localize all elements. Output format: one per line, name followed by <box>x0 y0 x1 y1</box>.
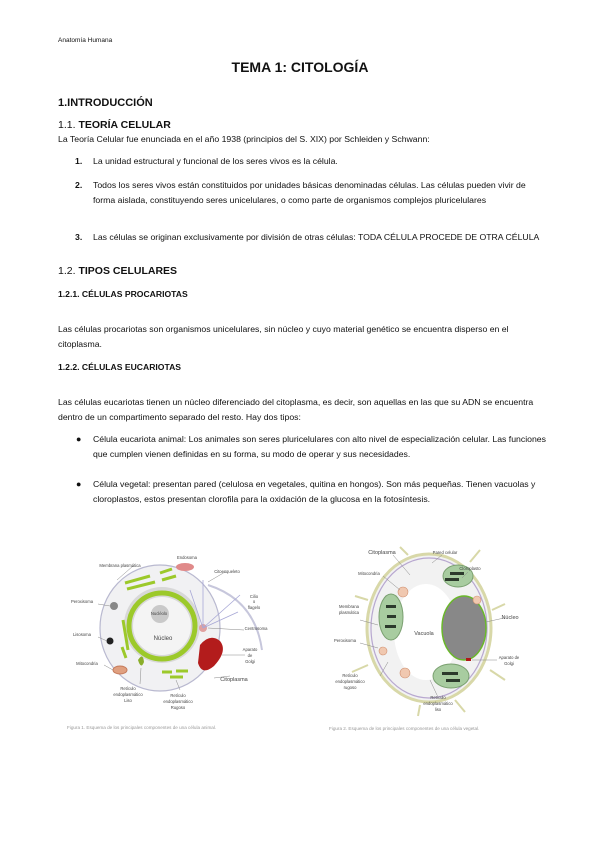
label-nucleo: Núcleo <box>153 636 173 642</box>
bullet-icon: ● <box>76 434 82 444</box>
label-pared: Pared celular <box>432 550 458 555</box>
label-cloroplasto: Cloroplasto <box>459 566 481 571</box>
label-rer: endoplasmático <box>335 679 365 684</box>
label-golgi: de <box>247 653 253 658</box>
list-number: 2. <box>75 180 83 190</box>
label-citoesqueleto: Citoesqueleto <box>214 569 240 574</box>
label-lisosoma: Lisosoma <box>73 632 91 637</box>
label-rel: endoplasmático <box>423 701 453 706</box>
plant-cell-diagram <box>329 547 520 731</box>
label-cilio: o <box>252 599 256 604</box>
label-golgi: Aparato <box>242 647 258 652</box>
label-rel: Retículo <box>430 695 446 700</box>
label-cilio: Cilio <box>249 594 259 599</box>
label-mitocondria: Mitocondria <box>76 661 98 666</box>
label-vacuola: Vacuola <box>414 631 434 637</box>
label-endosoma: Endosoma <box>176 555 198 560</box>
label-rel: liso <box>434 707 442 712</box>
list-number: 3. <box>75 232 83 242</box>
label-centrosoma: Centrosoma <box>244 626 268 631</box>
figure1-caption: Figura 1. Esquema de los principales componentes de una célula animal. <box>67 725 217 730</box>
list-number: 1. <box>75 156 83 166</box>
list-item: La unidad estructural y funcional de los seres vivos es la célula. <box>93 156 338 166</box>
label-golgi: Golgi <box>245 659 255 664</box>
label-citoplasma: Citoplasma <box>220 677 248 683</box>
label-rel: Retículo <box>120 686 136 691</box>
label-golgi: Aparato de <box>498 655 520 660</box>
page-title: TEMA 1: CITOLOGÍA <box>231 59 369 75</box>
paragraph-eucariotas: Las células eucariotas tienen un núcleo diferenciado del citoplasma, es decir, son aquellas en las que su ADN se encuentra dentro de un compartimento separado del resto. Hay dos tipos: <box>58 397 534 423</box>
label-rer: endoplasmático <box>163 699 193 704</box>
subsection-title: TIPOS CELULARES <box>78 265 178 277</box>
bullet-item: Célula vegetal: presentan pared (celulosa en vegetales, quitina en hongos). Son más pequeñas. Tienen vacuolas y cloroplastos, estos presentan clorofila para la oxidación de la glucosa en la fotosíntesis. <box>93 479 536 505</box>
label-rer: Retículo <box>342 673 358 678</box>
label-membrana: plasmática <box>338 610 360 615</box>
animal-cell-diagram <box>67 555 268 730</box>
heading-procariotas: 1.2.1. CÉLULAS PROCARIOTAS <box>58 289 188 299</box>
running-header: Anatomía Humana <box>58 37 113 44</box>
figure2-caption: Figura 2. Esquema de los principales componentes de una célula vegetal. <box>329 726 480 731</box>
label-mitocondria: Mitocondria <box>358 571 380 576</box>
label-rel: endoplasmático <box>113 692 143 697</box>
paragraph-procariotas: Las células procariotas son organismos unicelulares, sin núcleo y cuyo material genético se encuentra disperso en el citoplasma. <box>58 324 509 350</box>
label-peroxisoma: Peroxisoma <box>333 638 357 643</box>
label-rer: Retículo <box>170 693 186 698</box>
label-nucleolo: Nucléolo <box>150 611 168 616</box>
label-rer: Rugoso <box>170 705 186 710</box>
subsection-number: 1.1. <box>58 119 76 131</box>
label-cilio: flagelo <box>247 605 261 610</box>
heading-eucariotas: 1.2.2. CÉLULAS EUCARIOTAS <box>58 362 182 372</box>
label-membrana: Membrana <box>338 604 360 609</box>
label-nucleo: Núcleo <box>501 615 519 621</box>
list-item: Las células se originan exclusivamente por división de otras células: TODA CÉLULA PROCEDE DE OTRA CÉLULA <box>93 232 540 242</box>
subsection-number: 1.2. <box>58 265 76 277</box>
subsection-title: TEORÍA CELULAR <box>78 119 171 131</box>
label-golgi: Golgi <box>504 661 514 666</box>
list-item: Todos los seres vivos están constituidos por unidades básicas denominadas células. Las células pueden vivir de forma aislada, constituyendo seres unicelulares, o como parte de organismos complejos pluricelulares <box>93 180 526 206</box>
label-citoplasma: Citoplasma <box>368 550 396 556</box>
section-heading-introduccion: 1.INTRODUCCIÓN <box>58 97 153 109</box>
label-membrana: Membrana plasmática <box>99 563 141 568</box>
paragraph-teoria-intro: La Teoría Celular fue enunciada en el año 1938 (principios del S. XIX) por Schleiden y Schwann: <box>58 134 430 144</box>
label-rel: Liso <box>124 698 132 703</box>
label-peroxisoma: Peroxisoma <box>70 599 94 604</box>
bullet-icon: ● <box>76 479 82 489</box>
label-rer: rugoso <box>343 685 357 690</box>
bullet-item: Célula eucariota animal: Los animales son seres pluricelulares con alto nivel de especialización celular. Las funciones que cumplen vienen definidas en su forma, su modo de operar y sus necesidades. <box>93 434 546 460</box>
